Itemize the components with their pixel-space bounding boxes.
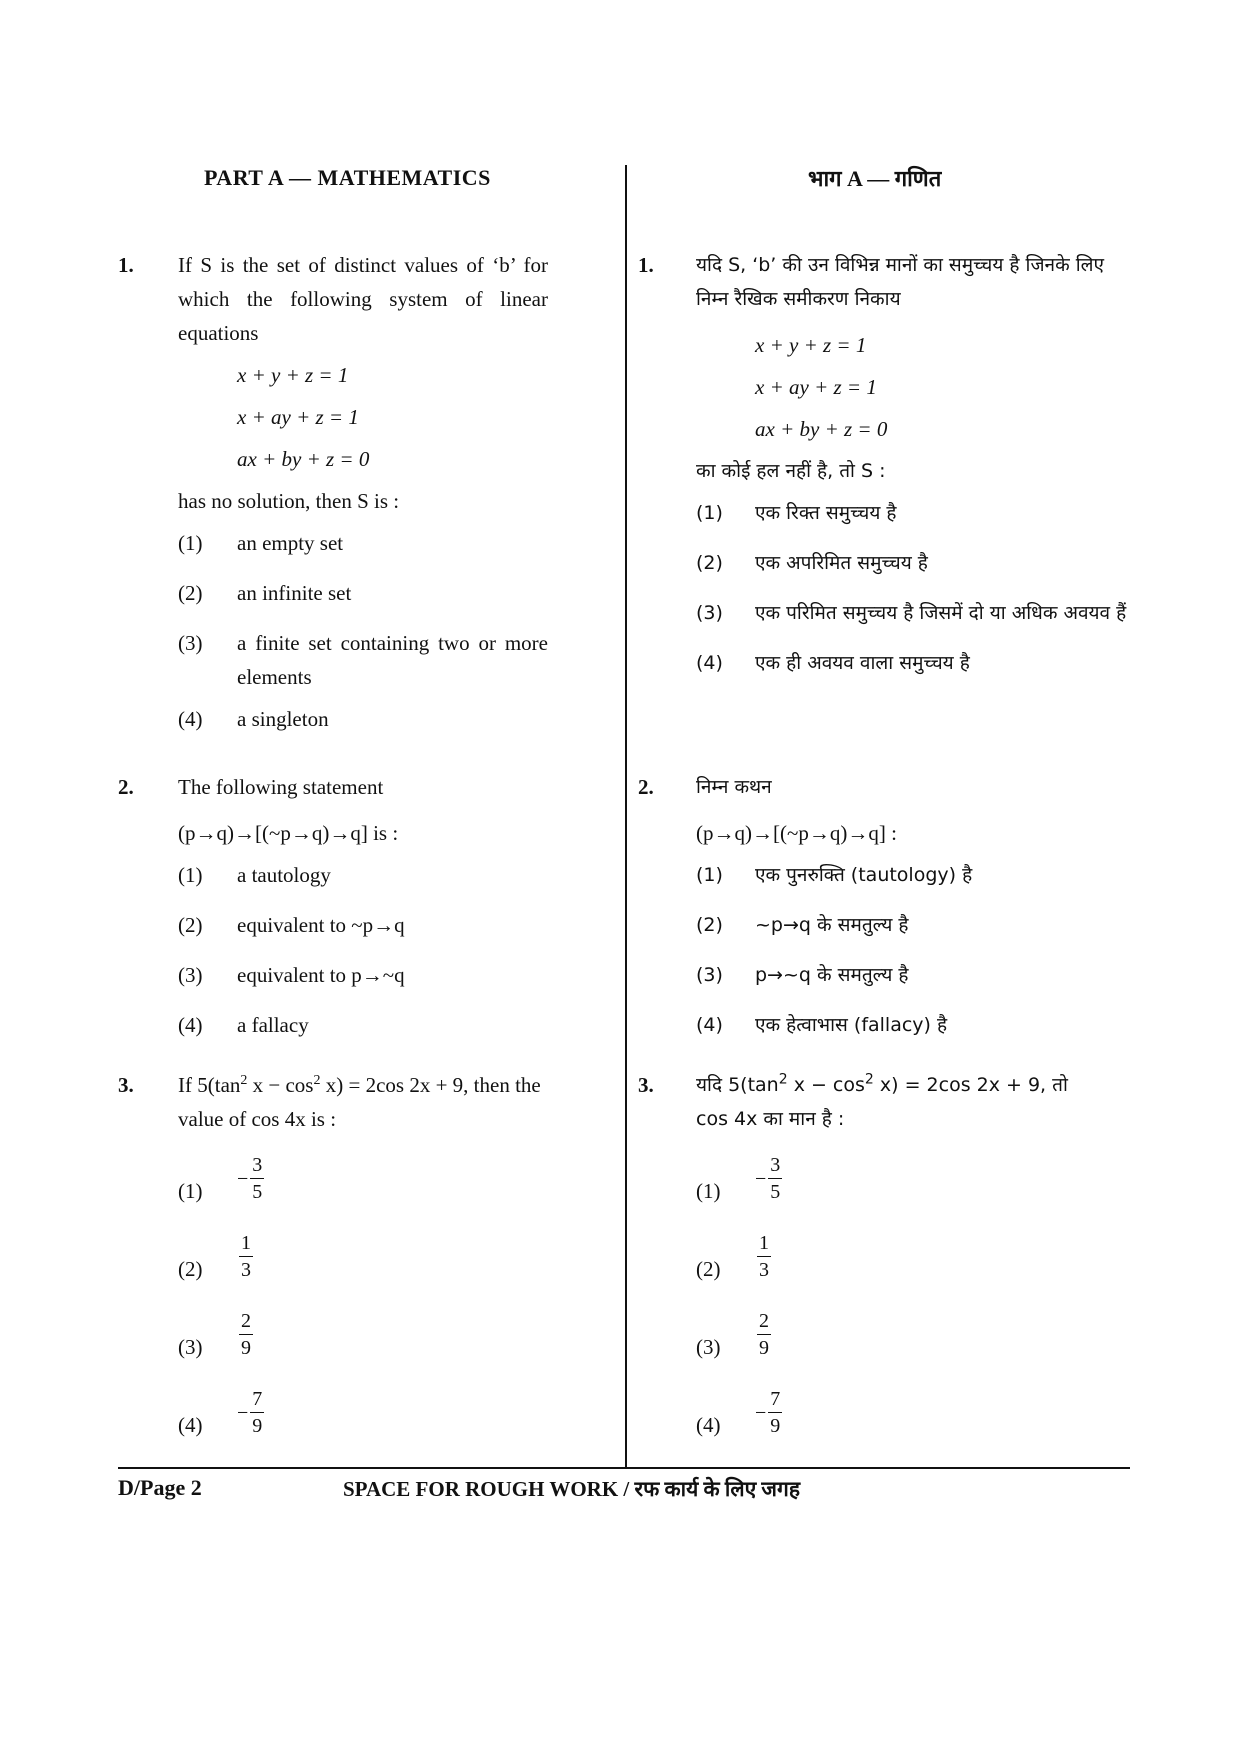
option-2[interactable]: (2) ~p→q के समतुल्य है	[696, 914, 909, 936]
fraction: − $\frac{3}{5}$	[237, 1154, 263, 1203]
option-4[interactable]: (4) a singleton	[178, 707, 329, 731]
english-column	[118, 0, 548, 1460]
column-divider	[625, 165, 627, 1467]
footer-divider	[118, 1467, 1130, 1469]
question-expression: (p→q)→[(~p→q)→q] :	[696, 821, 897, 845]
question-tail: का कोई हल नहीं है, तो S :	[696, 460, 886, 482]
option-2[interactable]: (2) एक अपरिमित समुच्चय है	[696, 552, 928, 574]
question-stem: यदि $5(\tan^2$ $x - \cos^2 x) = 2\cos$ 2x + 9, तो	[696, 1071, 1068, 1096]
hindi-section-title: भाग A — गणित	[808, 166, 942, 191]
option-3[interactable]: (3) equivalent to p→~q	[178, 963, 405, 987]
fraction: − $\frac{3}{5}$	[755, 1154, 781, 1203]
question-stem: If $5(\tan^2$ $x - \cos^2 x) = 2\cos$ 2x + 9, then the	[178, 1073, 541, 1097]
question-stem: The following statement	[178, 775, 384, 799]
equation-1: x + y + z = 1	[755, 333, 867, 357]
fraction: $\frac{1}{3}$	[759, 1232, 769, 1281]
hindi-column	[638, 0, 1127, 1460]
fraction: $\frac{1}{3}$	[241, 1232, 251, 1281]
option-3[interactable]: (3) p→~q के समतुल्य है	[696, 964, 909, 986]
option-3[interactable]: (3) एक परिमित समुच्चय है जिसमें दो या अधिक अवयव हैं	[696, 602, 1127, 624]
equation-3: ax + by + z = 0	[755, 417, 888, 441]
equation-system	[237, 354, 548, 480]
question-expression: (p→q)→[(~p→q)→q] is :	[178, 821, 399, 845]
option-1[interactable]: (1) − $\frac{3}{5}$	[178, 1154, 263, 1203]
page-label: D/Page 2	[118, 1475, 202, 1500]
option-1[interactable]: (1) एक रिक्त समुच्चय है	[696, 502, 897, 524]
option-1[interactable]: (1) a tautology	[178, 863, 331, 887]
question-number: 2.	[118, 775, 134, 799]
equation-2: x + ay + z = 1	[755, 375, 877, 399]
option-1[interactable]: (1) − $\frac{3}{5}$	[696, 1154, 781, 1203]
option-4[interactable]: (4) a fallacy	[178, 1013, 309, 1037]
option-1[interactable]: (1) an empty set	[178, 531, 344, 555]
equation-system	[755, 324, 1130, 450]
option-2[interactable]: (2) an infinite set	[178, 581, 352, 605]
option-3[interactable]: (3) a finite set containing two or more elements	[178, 631, 548, 689]
question-stem: निम्न कथन	[696, 776, 772, 798]
option-4[interactable]: (4) एक हेत्वाभास (fallacy) है	[696, 1014, 948, 1036]
option-2[interactable]: (2) $\frac{1}{3}$	[696, 1232, 769, 1281]
option-3[interactable]: (3) $\frac{2}{9}$	[178, 1310, 251, 1359]
option-2[interactable]: (2) equivalent to ~p→q	[178, 913, 405, 937]
option-4[interactable]: (4) एक ही अवयव वाला समुच्चय है	[696, 652, 970, 674]
option-4[interactable]: (4) − $\frac{7}{9}$	[696, 1388, 781, 1437]
question-stem: If S is the set of distinct values of ‘b’ for which the following system of linear equations	[178, 253, 548, 345]
question-number: 1.	[638, 253, 654, 277]
fraction: $\frac{2}{9}$	[759, 1310, 769, 1359]
rough-work-label: SPACE FOR ROUGH WORK / रफ कार्य के लिए जगह	[343, 1477, 800, 1501]
fraction: − $\frac{7}{9}$	[755, 1388, 781, 1437]
english-section-title: PART A — MATHEMATICS	[204, 165, 491, 190]
question-tail: has no solution, then S is :	[178, 489, 400, 513]
fraction: $\frac{2}{9}$	[241, 1310, 251, 1359]
question-stem-line-2: value of cos 4x is :	[178, 1107, 337, 1131]
question-number: 3.	[118, 1073, 134, 1097]
question-stem-line-2: cos 4x का मान है :	[696, 1108, 845, 1130]
equation-2: x + ay + z = 1	[237, 405, 359, 429]
question-number: 1.	[118, 253, 134, 277]
equation-3: ax + by + z = 0	[237, 447, 370, 471]
question-stem: यदि S, ‘b’ की उन विभिन्न मानों का समुच्चय है जिनके लिए निम्न रैखिक समीकरण निकाय	[696, 254, 1105, 310]
fraction: − $\frac{7}{9}$	[237, 1388, 263, 1437]
option-3[interactable]: (3) $\frac{2}{9}$	[696, 1310, 769, 1359]
option-2[interactable]: (2) $\frac{1}{3}$	[178, 1232, 251, 1281]
option-4[interactable]: (4) − $\frac{7}{9}$	[178, 1388, 263, 1437]
equation-1: x + y + z = 1	[237, 363, 349, 387]
question-number: 3.	[638, 1073, 654, 1097]
option-1[interactable]: (1) एक पुनरुक्ति (tautology) है	[696, 864, 973, 886]
question-number: 2.	[638, 775, 654, 799]
